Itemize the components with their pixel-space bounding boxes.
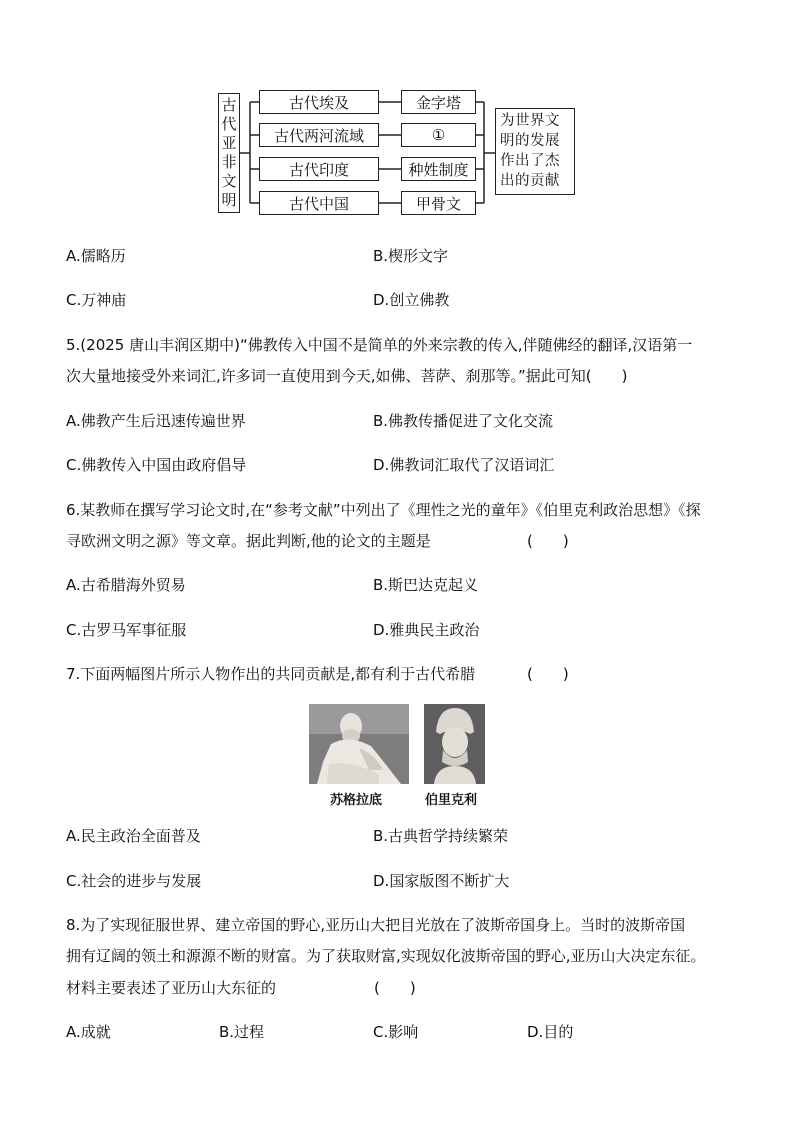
q4-option-d[interactable]: D.创立佛教: [373, 291, 450, 309]
pericles-caption: 伯里克利: [425, 793, 478, 808]
item-box-pyramid: 金字塔: [401, 90, 476, 114]
q8-option-b[interactable]: B.过程: [219, 1023, 265, 1041]
q6-option-d[interactable]: D.雅典民主政治: [373, 621, 480, 639]
socrates-statue-image: [309, 704, 409, 784]
q4-option-a[interactable]: A.儒略历: [66, 247, 126, 265]
conclusion-line: 出的贡献: [500, 173, 560, 189]
q6-option-c[interactable]: C.古罗马军事征服: [66, 621, 187, 639]
civ-box-china: 古代中国: [259, 191, 379, 215]
vertical-char: 明: [221, 191, 237, 209]
q8-option-c[interactable]: C.影响: [373, 1023, 419, 1041]
q6-answer-bracket[interactable]: ( ): [527, 532, 569, 550]
q8-stem-line3: 材料主要表述了亚历山大东征的: [66, 979, 277, 997]
q7-option-b[interactable]: B.古典哲学持续繁荣: [373, 827, 509, 845]
q7-stem-line1: 7.下面两幅图片所示人物作出的共同贡献是,都有利于古代希腊: [66, 665, 476, 683]
q5-option-b[interactable]: B.佛教传播促进了文化交流: [373, 412, 554, 430]
q5-option-c[interactable]: C.佛教传入中国由政府倡导: [66, 456, 247, 474]
diagram-conclusion: [495, 108, 575, 195]
conclusion-line: 明的发展: [500, 133, 560, 149]
q6-stem-line1: 6.某教师在撰写学习论文时,在“参考文献”中列出了《理性之光的童年》《伯里克利政治思想》《探: [66, 501, 701, 519]
pericles-bust-image: [424, 704, 485, 784]
q7-option-a[interactable]: A.民主政治全面普及: [66, 827, 201, 845]
civilization-diagram: [214, 88, 584, 218]
item-box-caste: 种姓制度: [401, 157, 476, 181]
socrates-caption: 苏格拉底: [330, 793, 383, 808]
vertical-char: 文: [221, 172, 237, 190]
socrates-photo: [309, 704, 409, 784]
q5-stem-line2: 次大量地接受外来词汇,许多词一直使用到今天,如佛、菩萨、刹那等。”据此可知( ): [66, 367, 628, 385]
civ-box-india: 古代印度: [259, 157, 379, 181]
q7-option-d[interactable]: D.国家版图不断扩大: [373, 872, 510, 890]
pericles-photo: [424, 704, 485, 784]
civ-box-egypt: 古代埃及: [259, 90, 379, 114]
q6-option-b[interactable]: B.斯巴达克起义: [373, 576, 479, 594]
q4-option-c[interactable]: C.万神庙: [66, 291, 127, 309]
vertical-char: 非: [221, 153, 237, 171]
vertical-char: 古: [221, 96, 237, 114]
q7-answer-bracket[interactable]: ( ): [527, 665, 569, 683]
q7-option-c[interactable]: C.社会的进步与发展: [66, 872, 202, 890]
q5-option-d[interactable]: D.佛教词汇取代了汉语词汇: [373, 456, 555, 474]
q4-option-b[interactable]: B.楔形文字: [373, 247, 449, 265]
q8-stem-line1: 8.为了实现征服世界、建立帝国的野心,亚历山大把目光放在了波斯帝国身上。当时的波斯帝国: [66, 916, 686, 934]
q5-stem-line1: 5.(2025 唐山丰润区期中)“佛教传入中国不是简单的外来宗教的传入,伴随佛经的翻译,汉语第一: [66, 336, 693, 354]
civ-box-mesopotamia: 古代两河流域: [259, 123, 379, 147]
q5-option-a[interactable]: A.佛教产生后迅速传遍世界: [66, 412, 246, 430]
item-box-blank: ①: [401, 123, 476, 147]
conclusion-line: 为世界文: [500, 113, 560, 129]
conclusion-line: 作出了杰: [500, 153, 560, 169]
item-box-oracle: 甲骨文: [401, 191, 476, 215]
q6-option-a[interactable]: A.古希腊海外贸易: [66, 576, 186, 594]
vertical-char: 亚: [221, 134, 237, 152]
q6-stem-line2: 寻欧洲文明之源》等文章。据此判断,他的论文的主题是: [66, 532, 431, 550]
q8-answer-bracket[interactable]: ( ): [374, 979, 416, 997]
q8-stem-line2: 拥有辽阔的领土和源源不断的财富。为了获取财富,实现奴化波斯帝国的野心,亚历山大决定东征。: [66, 947, 706, 965]
q8-option-d[interactable]: D.目的: [527, 1023, 574, 1041]
vertical-char: 代: [221, 115, 237, 133]
q8-option-a[interactable]: A.成就: [66, 1023, 111, 1041]
diagram-vertical-label: [218, 93, 240, 213]
